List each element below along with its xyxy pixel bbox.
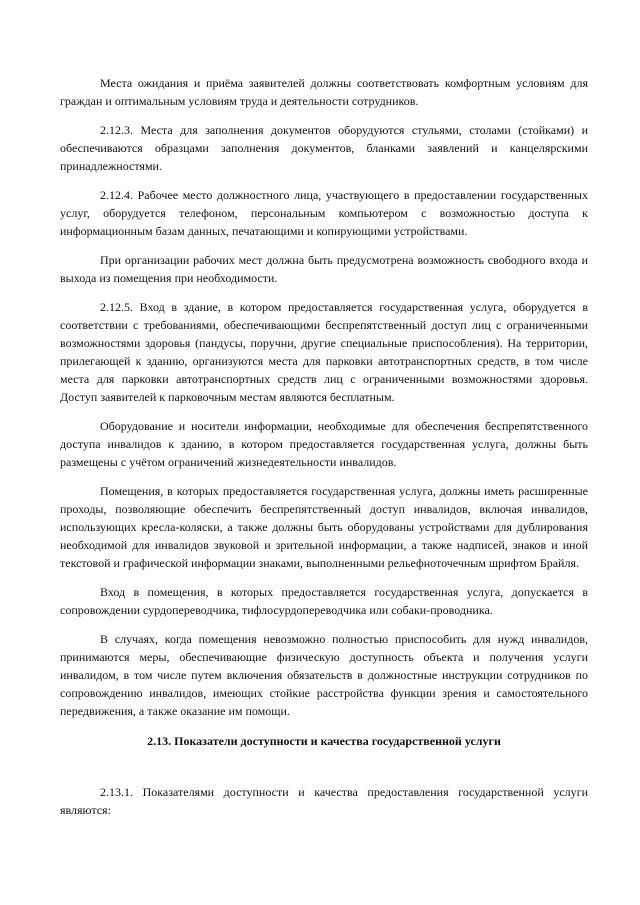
paragraph-2-12-3: 2.12.3. Места для заполнения документов оборудуются стульями, столами (стойками) и обеспечиваются образцами заполнения документов, бланками заявлений и канцелярскими принадлежностями.: [60, 123, 588, 173]
paragraph-waiting-areas: Места ожидания и приёма заявителей должны соответствовать комфортным условиям для граждан и оптимальным условиям труда и деятельности сотрудников.: [60, 76, 588, 108]
paragraph-2-12-5: 2.12.5. Вход в здание, в котором предоставляется государственная услуга, оборудуется в соответствии с требованиями, обеспечивающими беспрепятственный доступ лиц с ограниченными возможностями здоровья (пандусы, поручни, другие специальные приспособления). На территории, прилегающей к зданию, организуются места для парковки автотранспортных средств, в том числе места для парковки автотранспортных средств лиц с ограниченными возможностями здоровья. Доступ заявителей к парковочным местам являются бесплатным.: [60, 300, 588, 404]
paragraph-entrance: Вход в помещения, в которых предоставляется государственная услуга, допускается в сопровождении сурдопереводчика, тифлосурдопереводчика или собаки-проводника.: [60, 585, 588, 617]
section-heading: 2.13. Показатели доступности и качества государственной услуги: [147, 734, 501, 748]
paragraph-premises: Помещения, в которых предоставляется государственная услуга, должны иметь расширенные проходы, позволяющие обеспечить беспрепятственный доступ инвалидов, включая инвалидов, использующих кресла-коляски, а также должны быть оборудованы устройствами для дублирования необходимой для инвалидов звуковой и зрительной информации, а также надписей, знаков и иной текстовой и графической информации знаками, выполненными рельефноточечным шрифтом Брайля.: [60, 484, 588, 570]
paragraph-workplace-organization: При организации рабочих мест должна быть предусмотрена возможность свободного входа и выхода из помещения при необходимости.: [60, 253, 588, 285]
document-body: [60, 74, 588, 830]
paragraph-2-12-4: 2.12.4. Рабочее место должностного лица, участвующего в предоставлении государственных услуг, оборудуется телефоном, персональным компьютером с возможностью доступа к информационным базам данных, печатающими и копирующими устройствами.: [60, 188, 588, 238]
paragraph-accessibility-measures: В случаях, когда помещения невозможно полностью приспособить для нужд инвалидов, принимаются меры, обеспечивающие физическую доступность объекта и получения услуги инвалидом, в том числе путем включения обязательств в должностные инструкции сотрудников по сопровождению инвалидов, имеющих стойкие расстройства функции зрения и самостоятельного передвижения, а также оказание им помощи.: [60, 632, 588, 718]
paragraph-2-13-1: 2.13.1. Показателями доступности и качества предоставления государственной услуги являются:: [60, 785, 588, 817]
paragraph-equipment: Оборудование и носители информации, необходимые для обеспечения беспрепятственного доступа инвалидов к зданию, в котором предоставляется государственная услуга, должны быть размещены с учётом ограничений жизнедеятельности инвалидов.: [60, 419, 588, 469]
